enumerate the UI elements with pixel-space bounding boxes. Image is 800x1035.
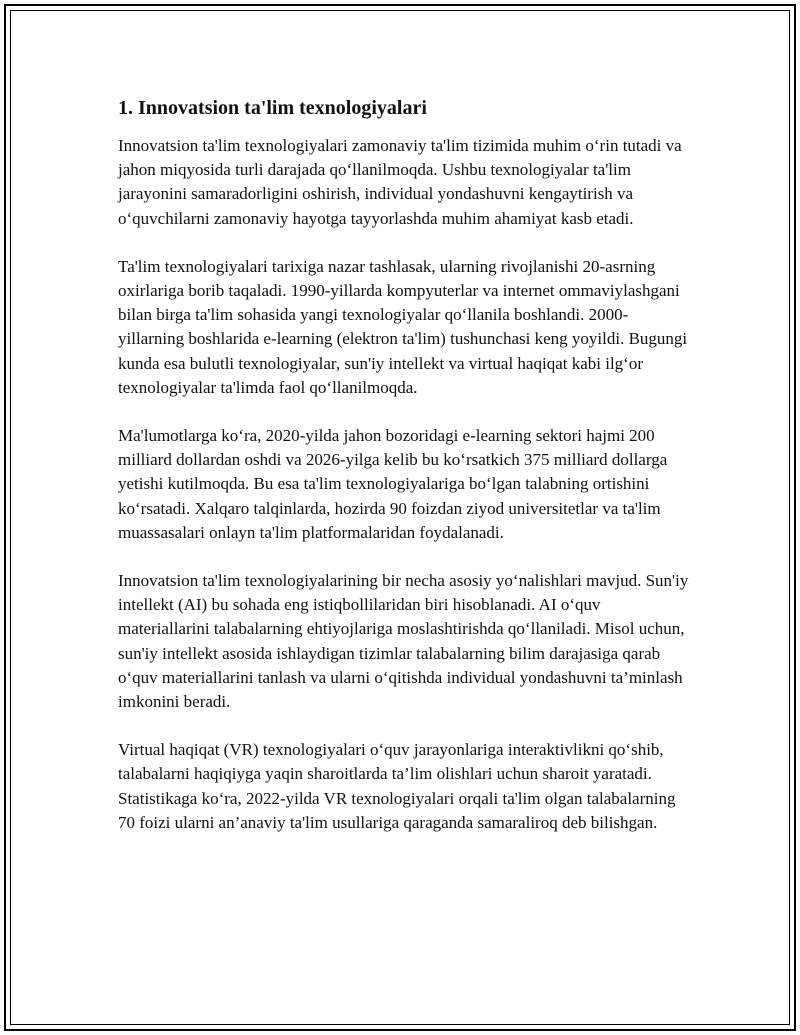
document-body — [118, 96, 693, 859]
section-heading: 1. Innovatsion ta'lim texnologiyalari — [118, 97, 427, 119]
paragraph-intro: Innovatsion ta'lim texnologiyalari zamonaviy ta'lim tizimida muhim oʻrin tutadi va jahon miqyosida turli darajada qoʻllanilmoqda. Ushbu texnologiyalar ta'lim jarayonini samaradorligini oshirish, individual yondashuvni kengaytirish va oʻquvchilarni zamonaviy hayotga tayyorlashda muhim ahamiyat kasb etadi. — [118, 136, 682, 228]
paragraph-market-data: Ma'lumotlarga koʻra, 2020-yilda jahon bozoridagi e-learning sektori hajmi 200 milliard dollardan oshdi va 2026-yilga kelib bu koʻrsatkich 375 milliard dollarga yetishi kutilmoqda. Bu esa ta'lim texnologiyalariga boʻlgan talabning ortishini koʻrsatadi. Xalqaro talqinlarda, hozirda 90 foizdan ziyod universitetlar va ta'lim muassasalari onlayn ta'lim platformalaridan foydalanadi. — [118, 426, 668, 542]
paragraph-ai: Innovatsion ta'lim texnologiyalarining bir necha asosiy yoʻnalishlari mavjud. Sun'iy intellekt (AI) bu sohada eng istiqbollilaridan biri hisoblanadi. AI oʻquv materiallarini talabalarning ehtiyojlariga moslashtirishda qoʻllaniladi. Misol uchun, sun'iy intellekt asosida ishlaydigan tizimlar talabalarning bilim darajasiga qarab oʻquv materiallarini tanlash va ularni oʻqitishda individual yondashuvni ta’minlash imkonini beradi. — [118, 571, 689, 712]
paragraph-history: Ta'lim texnologiyalari tarixiga nazar tashlasak, ularning rivojlanishi 20-asrning oxirlariga borib taqaladi. 1990-yillarda kompyuterlar va internet ommaviylashgani bilan birga ta'lim sohasida yangi texnologiyalar qoʻllanila boshlandi. 2000-yillarning boshlarida e-learning (elektron ta'lim) tushunchasi keng yoyildi. Bugungi kunda esa bulutli texnologiyalar, sun'iy intellekt va virtual haqiqat kabi ilgʻor texnologiyalar ta'limda faol qoʻllanilmoqda. — [118, 256, 688, 397]
paragraph-vr: Virtual haqiqat (VR) texnologiyalari oʻquv jarayonlariga interaktivlikni qoʻshib, talabalarni haqiqiyga yaqin sharoitlarda ta’lim olishlari uchun sharoit yaratadi. Statistikaga koʻra, 2022-yilda VR texnologiyalari orqali ta'lim olgan talabalarning 70 foizi ularni an’anaviy ta'lim usullariga qaraganda samaraliroq deb bilishgan. — [118, 740, 676, 832]
